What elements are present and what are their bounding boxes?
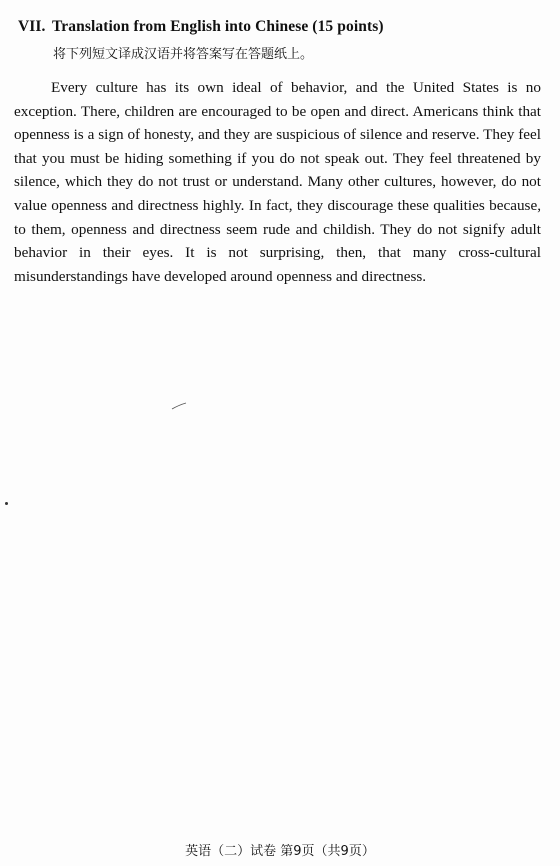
- section-heading: [18, 18, 384, 36]
- section-title: Translation from English into Chinese (15 points): [52, 18, 384, 35]
- speck-mark: [5, 502, 8, 505]
- pen-mark: [171, 402, 187, 410]
- page-footer: 英语（二）试卷 第9页（共9页）: [185, 844, 375, 859]
- section-number: VII.: [18, 18, 46, 35]
- section-instruction: 将下列短文译成汉语并将答案写在答题纸上。: [53, 47, 314, 62]
- passage-text: Every culture has its own ideal of behavior, and the United States is no exception. There, children are encouraged to be open and direct. Americans think that openness is a sign of honesty, and they are suspicious of silence and reserve. They feel that you must be hiding something if you do not speak out. They feel threatened by silence, which they do not trust or understand. Many other cultures, however, do not value openness and directness highly. In fact, they discourage these qualities because, to them, openness and directness seem rude and childish. They do not signify adult behavior in their eyes. It is not surprising, then, that many cross-cultural misunderstandings have developed around openness and directness.: [14, 79, 541, 285]
